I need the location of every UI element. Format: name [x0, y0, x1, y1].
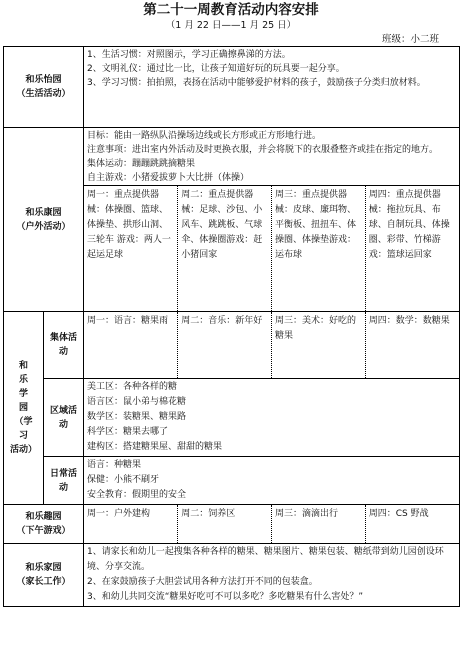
- daily-activity-content: [84, 457, 460, 505]
- outdoor-day-tue: 周二：重点提供器械：足球、沙包、小风车、跳跳板、气球伞、体操圈游戏：赶小猪回家: [178, 186, 272, 312]
- family-content: [84, 544, 460, 607]
- family-label: 和乐家园 （家长工作）: [4, 544, 84, 607]
- life-line: 3、学习习惯：拍拍照，表扬在活动中能够爱护材料的孩子，鼓励孩子分类归放材料。: [87, 78, 426, 88]
- outdoor-group-sport: 集体运动：蹦蹦跳跳摘糖果: [87, 159, 196, 169]
- fun-label: 和乐趣园 （下午游戏）: [4, 505, 84, 544]
- group-activity-label: 集体活动: [44, 312, 84, 379]
- page-title: 第二十一周教育活动内容安排: [143, 2, 319, 18]
- life-label: 和乐怡园 （生活活动）: [4, 47, 84, 128]
- area-activity-label: 区域活动: [44, 379, 84, 457]
- family-line: 1、请家长和幼儿一起搜集各种各样的糖果、糖果图片、糖果包装、糖纸带到幼儿园创设环境、分享交流。: [87, 547, 444, 572]
- fun-day-thu: 周四：CS 野战: [365, 505, 459, 543]
- outdoor-day-thu: 周四：重点提供器械：拖拉玩具、布球、自制玩具、体操圈、彩带、竹梯游戏：篮球运回家: [365, 186, 459, 312]
- daily-activity-label: 日常活动: [44, 457, 84, 505]
- family-line: 3、和幼儿共同交流“糖果好吃可不可以多吃？多吃糖果有什么害处？”: [87, 592, 364, 602]
- area-line: 科学区：糖果去哪了: [87, 427, 169, 437]
- group-activity-row: [4, 312, 460, 379]
- date-range: （1 月 22 日——1 月 25 日）: [165, 20, 297, 31]
- daily-activity-row: [4, 457, 460, 505]
- fun-day-tue: 周二：饲养区: [178, 505, 272, 543]
- group-day-mon: 周一：语言：糖果雨: [87, 316, 169, 326]
- outdoor-days: [84, 185, 459, 311]
- outdoor-row: [4, 128, 460, 312]
- life-row: [4, 47, 460, 128]
- outdoor-label: 和乐康园 （户外活动）: [4, 128, 84, 312]
- group-day-thu: 周四：数学：数糖果: [365, 312, 459, 378]
- daily-line: 保健：小熊不刷牙: [87, 475, 160, 485]
- outdoor-content: [84, 128, 460, 312]
- outdoor-free-play: 自主游戏：小猪爱拔萝卜大比拼（体操）: [87, 173, 250, 183]
- group-day-wed: 周三：美术：好吃的糖果: [272, 312, 366, 378]
- area-activity-row: [4, 379, 460, 457]
- fun-day-mon: 周一：户外建构: [87, 509, 151, 519]
- daily-line: 安全教育：假期里的安全: [87, 490, 187, 500]
- fun-row: [4, 505, 460, 544]
- life-line: 1、生活习惯：对照图示，学习正确擦鼻涕的方法。: [87, 50, 291, 60]
- area-line: 建构区：搭建糖果屋、甜甜的糖果: [87, 442, 223, 452]
- area-line: 数学区：装糖果、糖果路: [87, 412, 187, 422]
- life-line: 2、文明礼仪：通过比一比，让孩子知道好玩的玩具要一起分享。: [87, 64, 345, 74]
- class-label: 班级：小二班: [381, 34, 439, 45]
- outdoor-day-mon: 周一：重点提供器械：体操圈、篮球、体操垫、拱形山洞、三轮车 游戏：两人一起运足球: [87, 190, 171, 260]
- study-label: 和 乐 学 园 （学 习 活动）: [4, 312, 44, 505]
- group-activity-content: [84, 312, 460, 379]
- outdoor-notes: 注意事项：进出室内外活动及时更换衣服，并会将脱下的衣服叠整齐或挂在指定的地方。: [87, 145, 439, 155]
- outdoor-day-wed: 周三：重点提供器械：皮球、廉珥物、平衡板、扭扭车、体操圈、体操垫游戏：运布球: [272, 186, 366, 312]
- daily-line: 语言：种糖果: [87, 460, 142, 470]
- area-line: 美工区：各种各样的糖: [87, 382, 178, 392]
- fun-content: [84, 505, 460, 544]
- group-day-tue: 周二：音乐：新年好: [178, 312, 272, 378]
- outdoor-goal: 目标：能由一路纵队沿操场边线或长方形或正方形地行进。: [87, 131, 322, 141]
- family-row: [4, 544, 460, 607]
- area-line: 语言区：鼠小弟与棉花糖: [87, 397, 187, 407]
- fun-day-wed: 周三：滴滴出行: [272, 505, 366, 543]
- area-activity-content: [84, 379, 460, 457]
- life-content: [84, 47, 460, 128]
- family-line: 2、在家鼓励孩子大胆尝试用各种方法打开不同的包装盒。: [87, 577, 318, 587]
- schedule-table: [3, 46, 460, 607]
